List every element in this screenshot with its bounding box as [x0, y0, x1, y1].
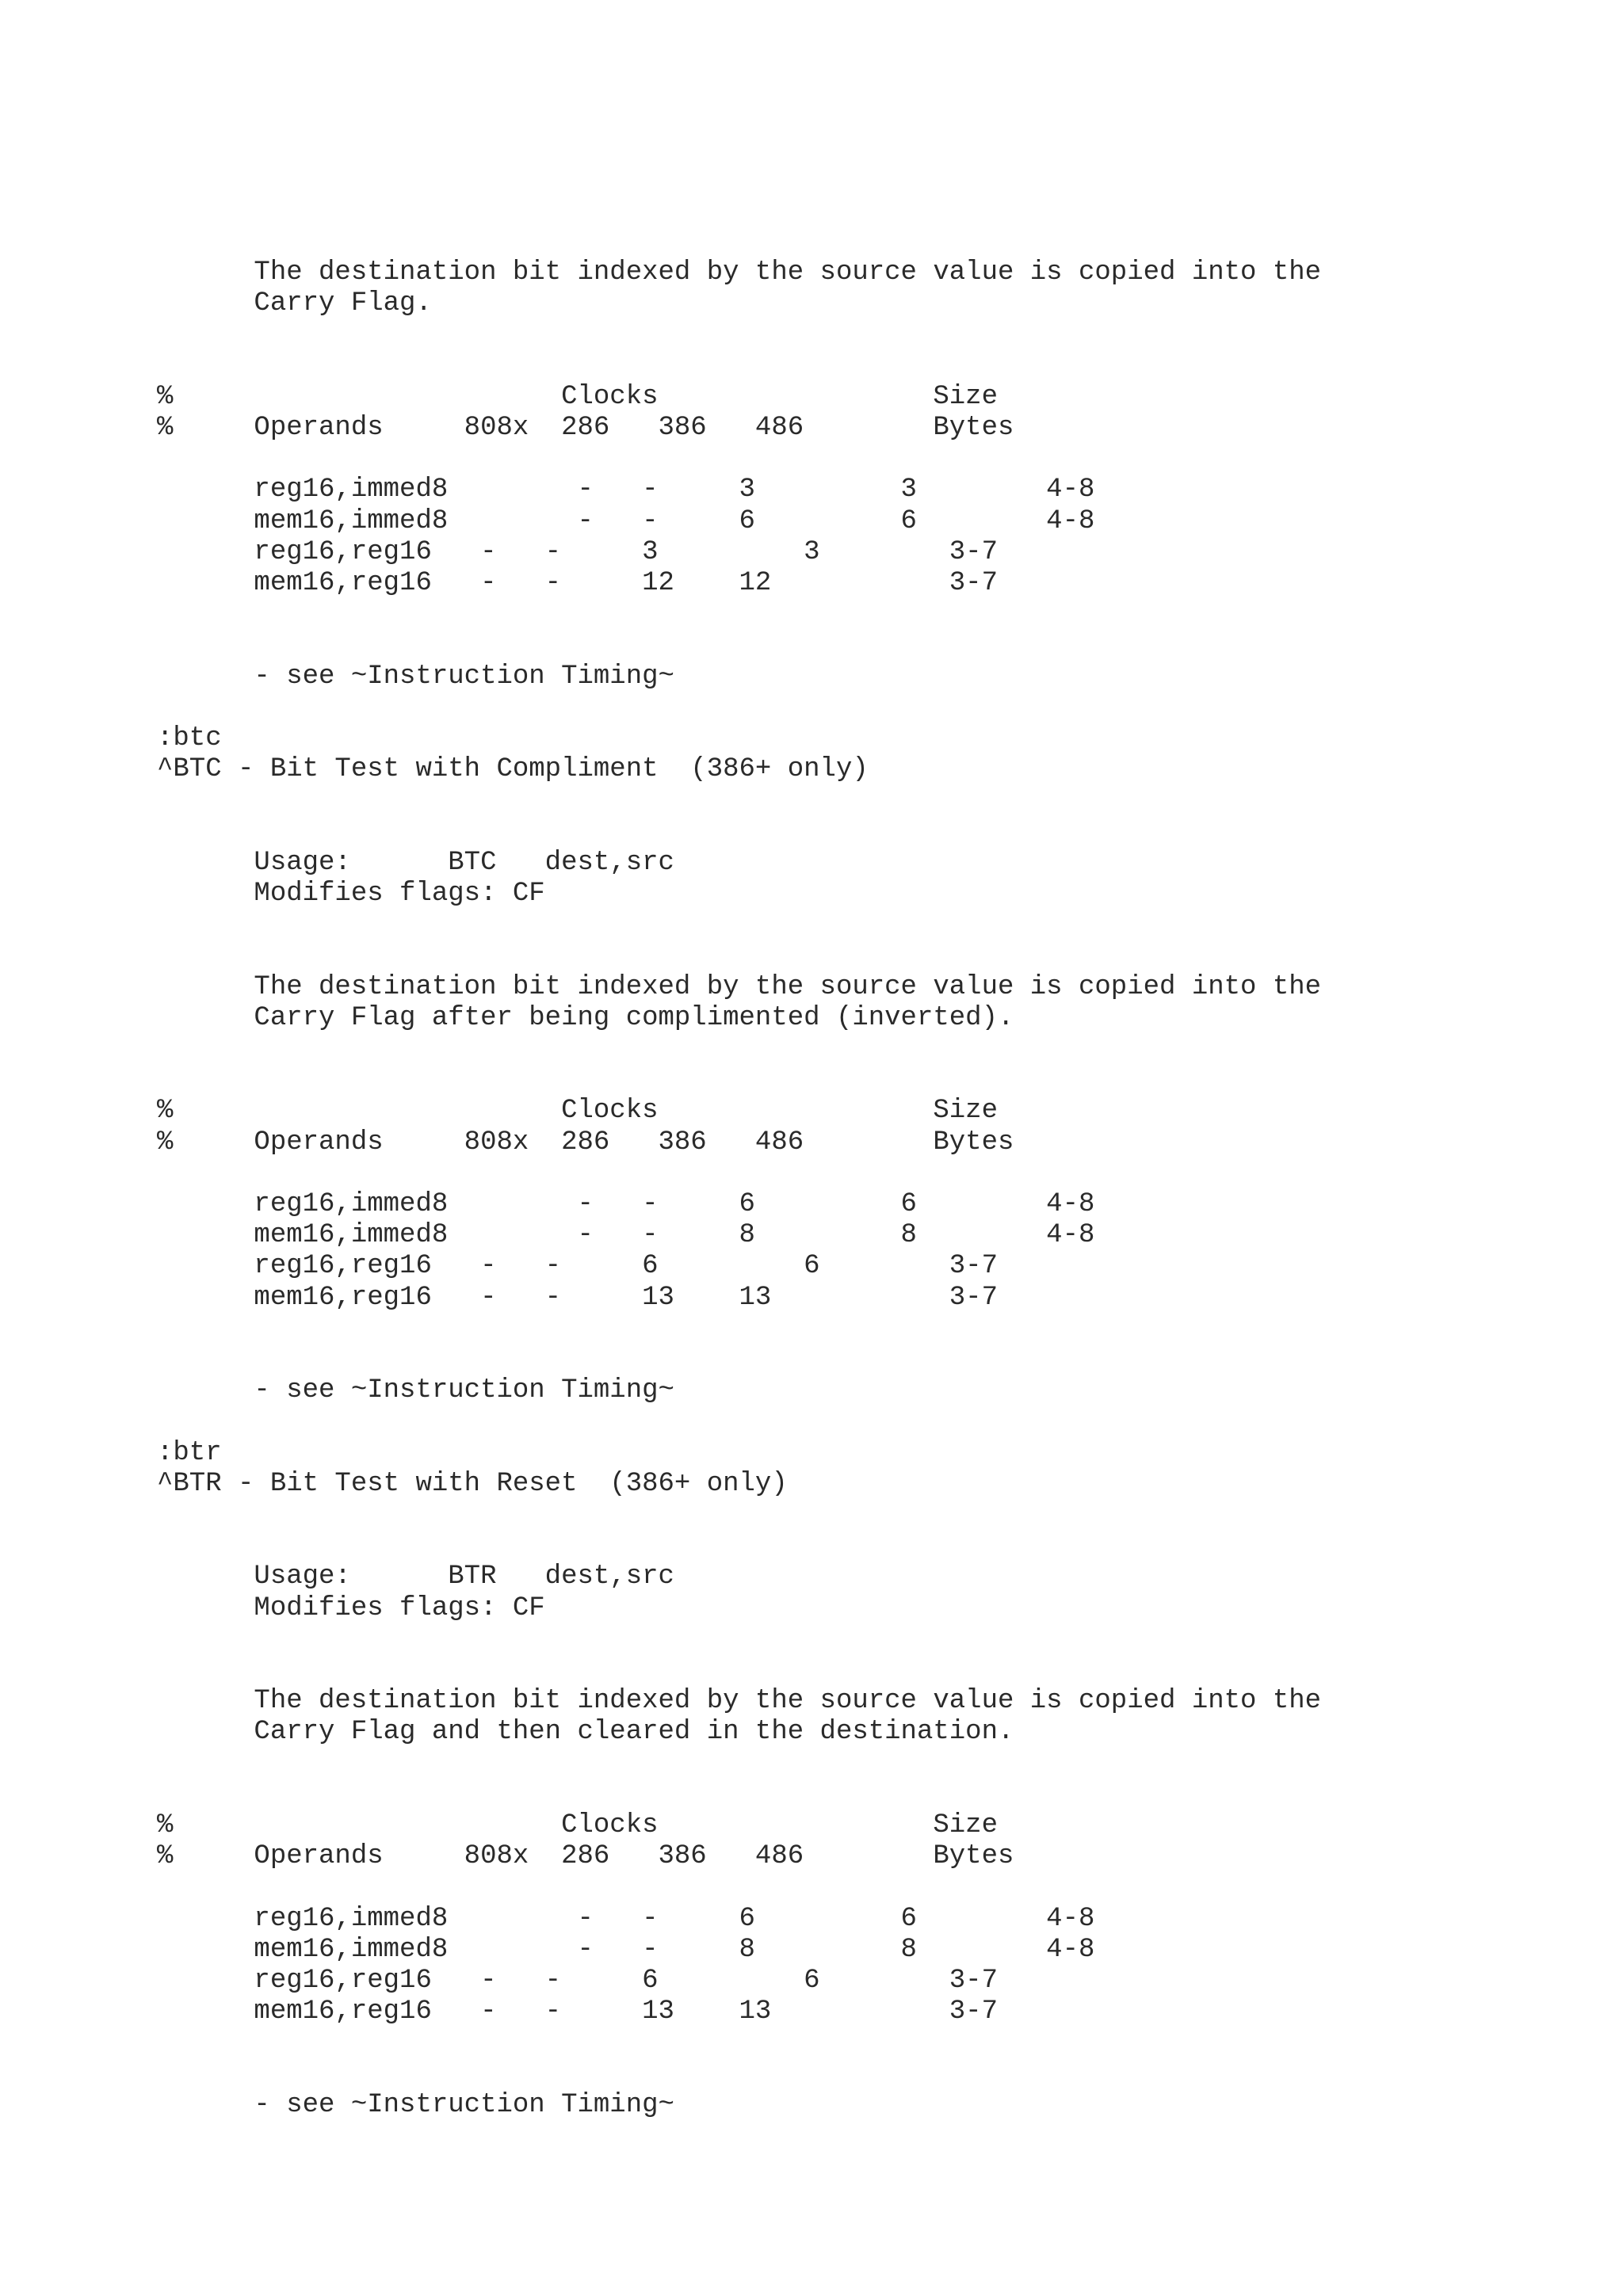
text-line: Usage: BTR dest,src [157, 1562, 674, 1592]
text-line: reg16,immed8 - - 3 3 4-8 [157, 475, 1095, 505]
text-line: % Clocks Size [157, 1810, 998, 1840]
text-line: mem16,immed8 - - 8 8 4-8 [157, 1220, 1095, 1251]
text-line: mem16,reg16 - - 12 12 3-7 [157, 568, 998, 598]
text-line: % Operands 808x 286 386 486 Bytes [157, 1127, 1014, 1158]
text-line: reg16,reg16 - - 6 6 3-7 [157, 1251, 998, 1282]
text-line: :btc [157, 723, 222, 753]
text-line: % Clocks Size [157, 381, 998, 412]
text-line: % Clocks Size [157, 1096, 998, 1127]
text-line: ^BTC - Bit Test with Compliment (386+ only) [157, 754, 869, 785]
text-line: reg16,reg16 - - 6 6 3-7 [157, 1966, 998, 1996]
text-line: mem16,immed8 - - 8 8 4-8 [157, 1934, 1095, 1965]
text-line: Carry Flag after being complimented (inverted). [157, 1002, 1014, 1033]
text-line: % Operands 808x 286 386 486 Bytes [157, 413, 1014, 443]
text-line: Modifies flags: CF [157, 879, 545, 909]
text-line: ^BTR - Bit Test with Reset (386+ only) [157, 1468, 788, 1499]
text-line: Modifies flags: CF [157, 1592, 545, 1623]
text-line: Carry Flag. [157, 288, 432, 319]
text-line: Usage: BTC dest,src [157, 847, 674, 878]
text-line: reg16,immed8 - - 6 6 4-8 [157, 1903, 1095, 1934]
text-line: :btr [157, 1437, 222, 1468]
text-line: - see ~Instruction Timing~ [157, 1375, 674, 1406]
text-line: - see ~Instruction Timing~ [157, 661, 674, 692]
text-line: mem16,immed8 - - 6 6 4-8 [157, 505, 1095, 536]
text-line: reg16,reg16 - - 3 3 3-7 [157, 536, 998, 567]
text-line: mem16,reg16 - - 13 13 3-7 [157, 1997, 998, 2027]
text-line: reg16,immed8 - - 6 6 4-8 [157, 1189, 1095, 1219]
text-line: % Operands 808x 286 386 486 Bytes [157, 1841, 1014, 1872]
text-line: The destination bit indexed by the source value is copied into the [157, 971, 1322, 1002]
text-line: - see ~Instruction Timing~ [157, 2089, 674, 2120]
text-line: mem16,reg16 - - 13 13 3-7 [157, 1282, 998, 1313]
text-line: The destination bit indexed by the source value is copied into the [157, 257, 1322, 288]
text-line: The destination bit indexed by the source value is copied into the [157, 1686, 1322, 1717]
text-line: Carry Flag and then cleared in the destination. [157, 1717, 1014, 1748]
